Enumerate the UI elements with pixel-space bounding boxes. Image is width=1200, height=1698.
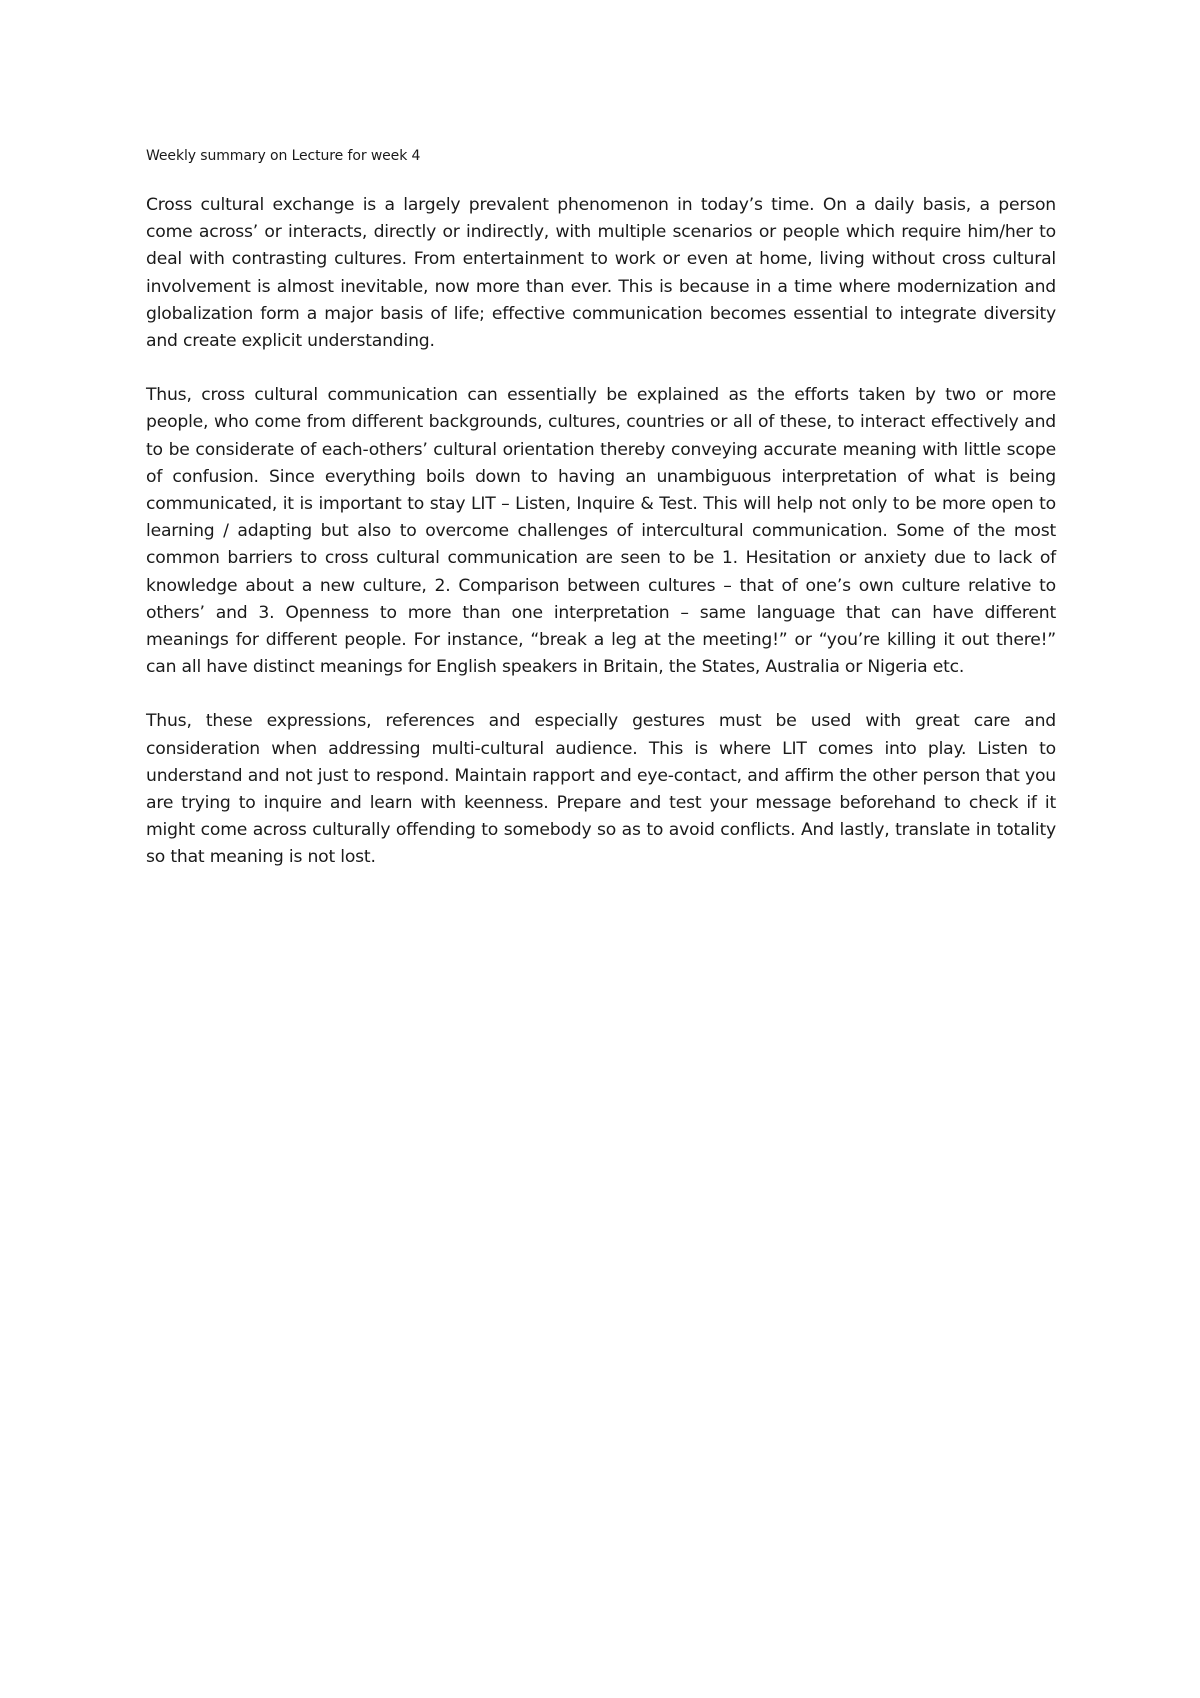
paragraph-2: Thus, cross cultural communication can essentially be explained as the efforts taken by two or more people, who come from different backgrounds, cultures, countries or all of these, to interact effectively and to be considerate of each-others’ cultural orientation thereby conveying accurate meaning with little scope of confusion. Since everything boils down to having an unambiguous interpretation of what is being communicated, it is important to stay LIT – Listen, Inquire & Test. This will help not only to be more open to learning / adapting but also to overcome challenges of intercultural communication. Some of the most common barriers to cross cultural communication are seen to be 1. Hesitation or anxiety due to lack of knowledge about a new culture, 2. Comparison between cultures – that of one’s own culture relative to others’ and 3. Openness to more than one interpretation – same language that can have different meanings for different people. For instance, “break a leg at the meeting!” or “you’re killing it out there!” can all have distinct meanings for English speakers in Britain, the States, Australia or Nigeria etc. bbox=[146, 385, 1056, 678]
document-title: Weekly summary on Lecture for week 4 bbox=[146, 148, 421, 164]
paragraph-3: Thus, these expressions, references and especially gestures must be used with great care and consideration when addressing multi-cultural audience. This is where LIT comes into play. Listen to understand and not just to respond. Maintain rapport and eye-contact, and affirm the other person that you are trying to inquire and learn with keenness. Prepare and test your message beforehand to check if it might come across culturally offending to somebody so as to avoid conflicts. And lastly, translate in totality so that meaning is not lost. bbox=[146, 711, 1056, 868]
paragraph-1: Cross cultural exchange is a largely prevalent phenomenon in today’s time. On a daily basis, a person come across’ or interacts, directly or indirectly, with multiple scenarios or people which require him/her to deal with contrasting cultures. From entertainment to work or even at home, living without cross cultural involvement is almost inevitable, now more than ever. This is because in a time where modernization and globalization form a major basis of life; effective communication becomes essential to integrate diversity and create explicit understanding. bbox=[146, 195, 1056, 352]
document-body bbox=[146, 146, 1056, 899]
